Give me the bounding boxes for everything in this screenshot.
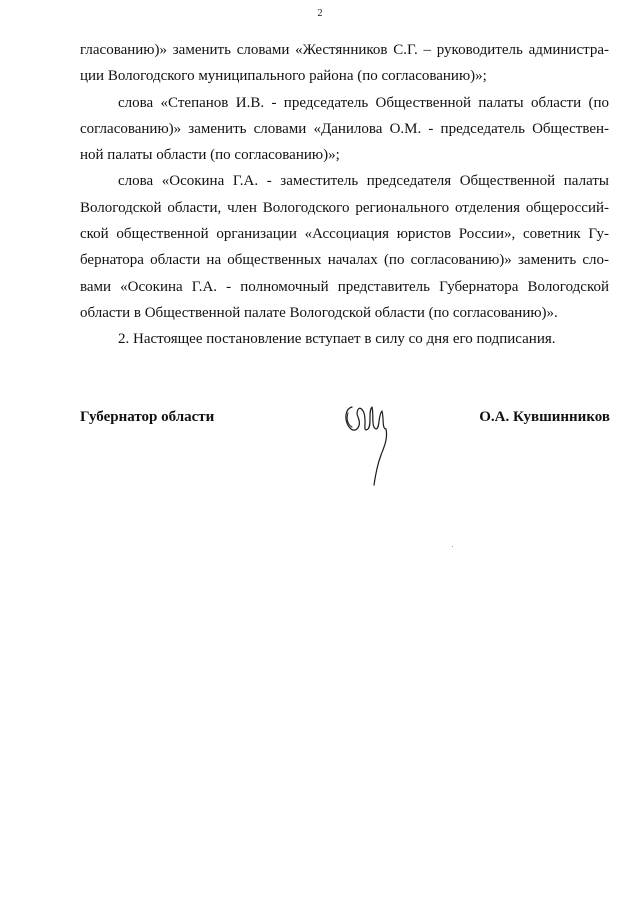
paragraph-3: [80, 168, 609, 326]
paragraph-1: [80, 37, 609, 90]
text-line: ской общественной организации «Ассоциация юристов России», советник Гу-: [80, 226, 609, 243]
handwritten-signature-icon: [340, 393, 400, 493]
text-line: согласованию)» заменить словами «Данилова О.М. - председатель Обществен-: [80, 120, 609, 137]
page-number: 2: [317, 8, 323, 19]
scan-speck: [452, 546, 453, 547]
text-line: гласованию)» заменить словами «Жестянников С.Г. – руководитель администра-: [80, 42, 609, 58]
signatory-title: Губернатор области: [80, 409, 215, 425]
text-line: слова «Степанов И.В. - председатель Общественной палаты области (по: [118, 94, 609, 111]
text-line: 2. Настоящее постановление вступает в силу со дня его подписания.: [118, 331, 556, 348]
text-line: ции Вологодского муниципального района (по согласованию)»;: [80, 68, 487, 85]
text-line: области в Общественной палате Вологодской области (по согласованию)».: [80, 304, 558, 321]
text-line: бернатора области на общественных началах (по согласованию)» заменить сло-: [80, 252, 609, 269]
paragraph-4: [80, 326, 609, 352]
text-line: ной палаты области (по согласованию)»;: [80, 147, 340, 164]
signatory-name: О.А. Кувшинников: [479, 409, 610, 425]
document-body: [80, 37, 609, 353]
paragraph-2: [80, 90, 609, 169]
text-line: слова «Осокина Г.А. - заместитель председателя Общественной палаты: [118, 173, 609, 190]
text-line: вами «Осокина Г.А. - полномочный представитель Губернатора Вологодской: [80, 278, 609, 295]
text-line: Вологодской области, член Вологодского регионального отделения общероссий-: [80, 199, 609, 216]
